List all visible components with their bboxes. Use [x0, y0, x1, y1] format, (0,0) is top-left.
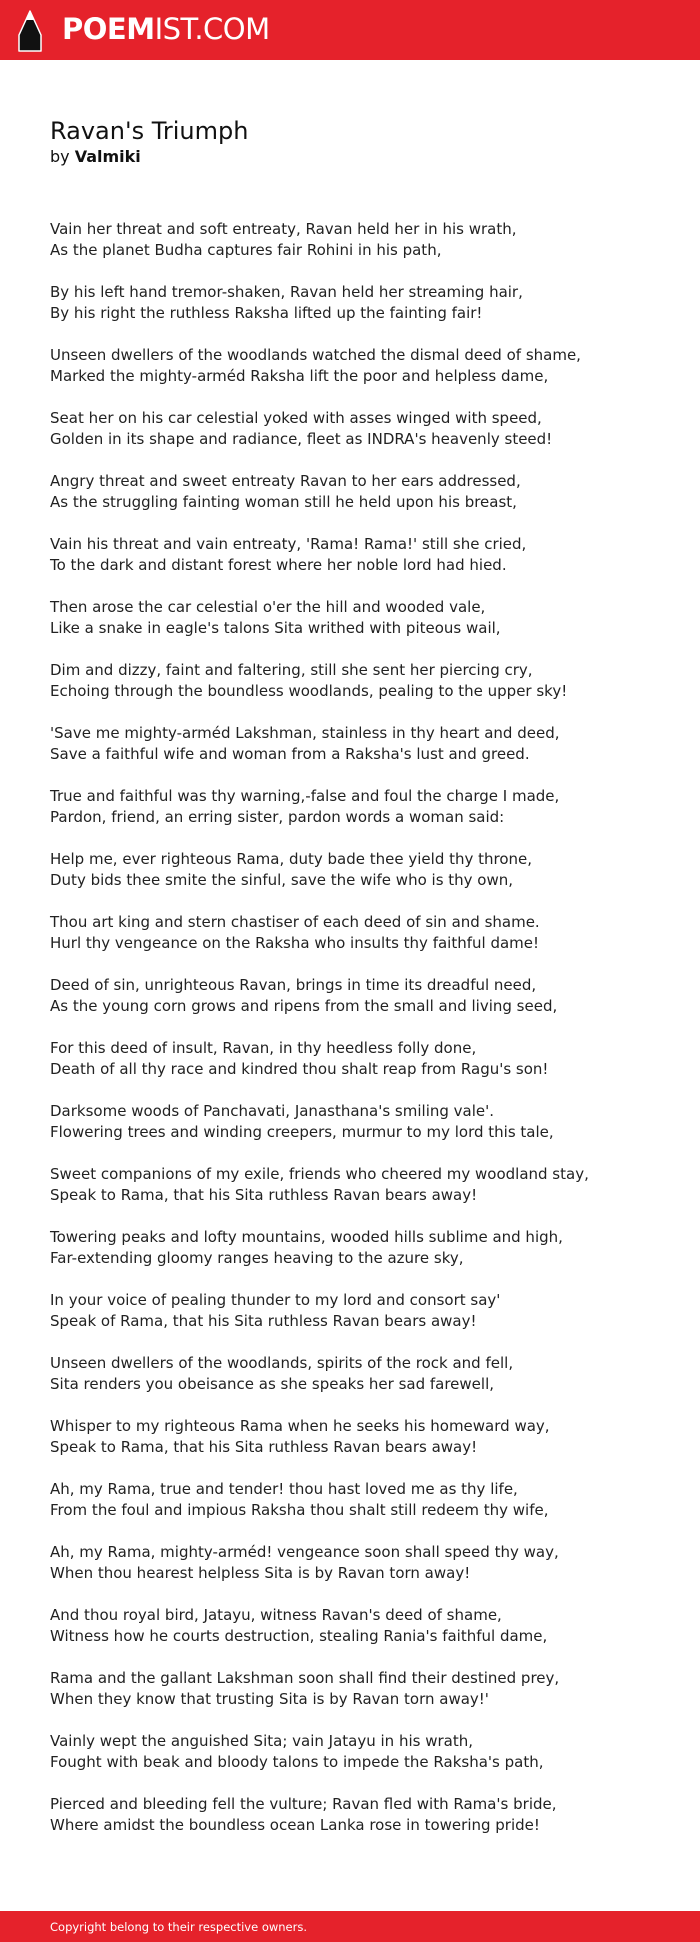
site-footer: [0, 1911, 700, 1942]
poem-line: Hurl thy vengeance on the Raksha who insults thy faithful dame!: [50, 934, 540, 952]
poem-stanza: [50, 1353, 670, 1395]
poem-line: Marked the mighty-arméd Raksha lift the poor and helpless dame,: [50, 367, 549, 385]
logo-light-text: IST.COM: [154, 12, 270, 46]
poem-line: Dim and dizzy, faint and faltering, still she sent her piercing cry,: [50, 661, 533, 679]
poem-line: Fought with beak and bloody talons to impede the Raksha's path,: [50, 1753, 544, 1771]
poem-stanza: [50, 345, 670, 387]
site-header: [0, 0, 700, 60]
poem-stanza: [50, 471, 670, 513]
poem-line: From the foul and impious Raksha thou shalt still redeem thy wife,: [50, 1501, 549, 1519]
poem-stanza: [50, 1731, 670, 1773]
poem-line: Sita renders you obeisance as she speaks her sad farewell,: [50, 1375, 495, 1393]
poem-byline: [50, 147, 670, 167]
poem-line: To the dark and distant forest where her noble lord had hied.: [50, 556, 507, 574]
poem-line: Towering peaks and lofty mountains, wooded hills sublime and high,: [50, 1228, 563, 1246]
poem-line: Vainly wept the anguished Sita; vain Jatayu in his wrath,: [50, 1732, 473, 1750]
poem-stanza: [50, 219, 670, 261]
poem-stanza: [50, 1668, 670, 1710]
poem-stanza: [50, 1416, 670, 1458]
poem-line: Vain her threat and soft entreaty, Ravan held her in his wrath,: [50, 220, 517, 238]
poem-line: Golden in its shape and radiance, fleet as INDRA's heavenly steed!: [50, 430, 553, 448]
poem-line: Vain his threat and vain entreaty, 'Rama! Rama!' still she cried,: [50, 535, 527, 553]
poem-line: By his right the ruthless Raksha lifted up the fainting fair!: [50, 304, 483, 322]
poem-line: Duty bids thee smite the sinful, save the wife who is thy own,: [50, 871, 514, 889]
poem-stanza: [50, 1605, 670, 1647]
poem-line: When they know that trusting Sita is by Ravan torn away!': [50, 1690, 489, 1708]
poem-stanza: [50, 1038, 670, 1080]
poem-stanza: [50, 408, 670, 450]
poem-line: As the planet Budha captures fair Rohini in his path,: [50, 241, 442, 259]
poem-line: Death of all thy race and kindred thou shalt reap from Ragu's son!: [50, 1060, 549, 1078]
poem-stanza: [50, 1164, 670, 1206]
poem-line: Whisper to my righteous Rama when he seeks his homeward way,: [50, 1417, 550, 1435]
poem-stanza: [50, 1479, 670, 1521]
poem-line: Sweet companions of my exile, friends who cheered my woodland stay,: [50, 1165, 589, 1183]
poem-line: Unseen dwellers of the woodlands watched the dismal deed of shame,: [50, 346, 581, 364]
poem-line: Seat her on his car celestial yoked with asses winged with speed,: [50, 409, 542, 427]
poem-content: [50, 115, 670, 1857]
poem-stanza: [50, 1794, 670, 1836]
poem-line: Like a snake in eagle's talons Sita writhed with piteous wail,: [50, 619, 501, 637]
poem-stanza: [50, 1101, 670, 1143]
poem-stanza: [50, 1227, 670, 1269]
poem-line: Echoing through the boundless woodlands, pealing to the upper sky!: [50, 682, 568, 700]
poem-line: Deed of sin, unrighteous Ravan, brings in time its dreadful need,: [50, 976, 537, 994]
author-name: Valmiki: [74, 147, 141, 166]
poem-line: 'Save me mighty-arméd Lakshman, stainless in thy heart and deed,: [50, 724, 560, 742]
poem-line: Pardon, friend, an erring sister, pardon words a woman said:: [50, 808, 505, 826]
poem-stanza: [50, 660, 670, 702]
poem-line: And thou royal bird, Jatayu, witness Ravan's deed of shame,: [50, 1606, 502, 1624]
poem-stanza: [50, 282, 670, 324]
pencil-icon: [18, 10, 42, 52]
poem-stanza: [50, 912, 670, 954]
poem-line: Unseen dwellers of the woodlands, spirits of the rock and fell,: [50, 1354, 514, 1372]
poem-line: Speak to Rama, that his Sita ruthless Ravan bears away!: [50, 1186, 478, 1204]
poem-stanza: [50, 1290, 670, 1332]
copyright-text: Copyright belong to their respective owners.: [50, 1920, 308, 1934]
poem-line: Rama and the gallant Lakshman soon shall find their destined prey,: [50, 1669, 560, 1687]
poem-stanza: [50, 975, 670, 1017]
poem-line: Where amidst the boundless ocean Lanka rose in towering pride!: [50, 1816, 540, 1834]
poem-line: True and faithful was thy warning,-false and foul the charge I made,: [50, 787, 560, 805]
poem-line: Far-extending gloomy ranges heaving to the azure sky,: [50, 1249, 464, 1267]
poem-line: In your voice of pealing thunder to my lord and consort say': [50, 1291, 501, 1309]
poem-stanza: [50, 786, 670, 828]
poem-line: Ah, my Rama, mighty-arméd! vengeance soon shall speed thy way,: [50, 1543, 559, 1561]
by-label: by: [50, 147, 70, 166]
poem-stanza: [50, 534, 670, 576]
poem-line: Ah, my Rama, true and tender! thou hast loved me as thy life,: [50, 1480, 518, 1498]
poem-line: Speak to Rama, that his Sita ruthless Ravan bears away!: [50, 1438, 478, 1456]
poem-line: As the struggling fainting woman still he held upon his breast,: [50, 493, 517, 511]
site-logo-text: [62, 11, 270, 47]
poem-stanza: [50, 849, 670, 891]
poem-line: Speak of Rama, that his Sita ruthless Ravan bears away!: [50, 1312, 477, 1330]
poem-stanza: [50, 723, 670, 765]
poem-stanza: [50, 1542, 670, 1584]
poem-line: Help me, ever righteous Rama, duty bade thee yield thy throne,: [50, 850, 533, 868]
poem-title: Ravan's Triumph: [50, 117, 249, 145]
poem-line: Thou art king and stern chastiser of each deed of sin and shame.: [50, 913, 540, 931]
poem-line: Save a faithful wife and woman from a Raksha's lust and greed.: [50, 745, 530, 763]
poem-line: Pierced and bleeding fell the vulture; Ravan fled with Rama's bride,: [50, 1795, 557, 1813]
poem-line: For this deed of insult, Ravan, in thy heedless folly done,: [50, 1039, 477, 1057]
poem-line: Flowering trees and winding creepers, murmur to my lord this tale,: [50, 1123, 554, 1141]
poem-line: Angry threat and sweet entreaty Ravan to her ears addressed,: [50, 472, 521, 490]
poem-stanza: [50, 597, 670, 639]
poem-line: By his left hand tremor-shaken, Ravan held her streaming hair,: [50, 283, 523, 301]
poem-line: Then arose the car celestial o'er the hill and wooded vale,: [50, 598, 486, 616]
logo-bold-text: POEM: [62, 12, 155, 46]
poem-line: When thou hearest helpless Sita is by Ravan torn away!: [50, 1564, 471, 1582]
poem-line: As the young corn grows and ripens from the small and living seed,: [50, 997, 558, 1015]
poem-body: [50, 219, 670, 1836]
poem-line: Witness how he courts destruction, stealing Rania's faithful dame,: [50, 1627, 548, 1645]
poem-line: Darksome woods of Panchavati, Janasthana's smiling vale'.: [50, 1102, 495, 1120]
